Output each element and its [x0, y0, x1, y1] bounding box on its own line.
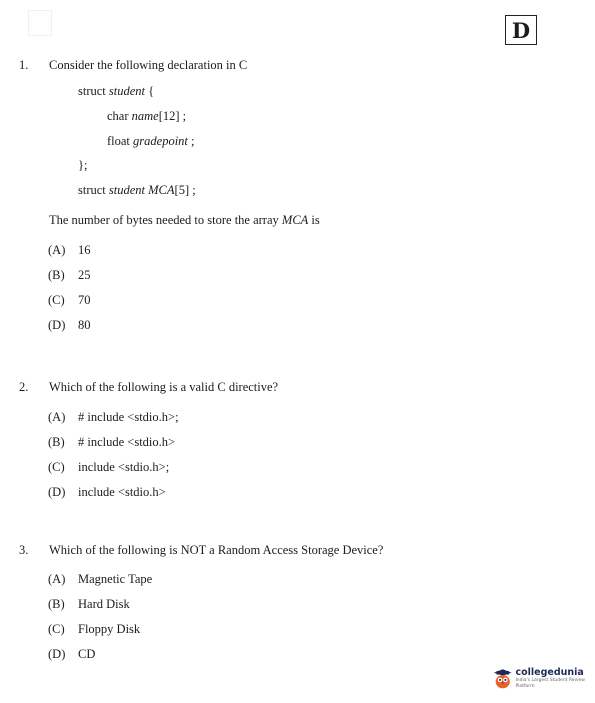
- bleed-through-box: [28, 10, 52, 36]
- option-label: (B): [48, 435, 65, 449]
- option-text: # include <stdio.h>: [78, 435, 176, 449]
- option-text: Magnetic Tape: [78, 572, 153, 586]
- option-label: (C): [48, 293, 65, 307]
- option-label: (C): [48, 460, 65, 474]
- option-text: 16: [78, 243, 91, 257]
- set-code: D: [511, 17, 531, 43]
- brand-name: collegedunia: [515, 667, 584, 678]
- option-label: (D): [48, 647, 66, 661]
- prompt-text: is: [311, 213, 320, 227]
- question-text: Consider the following declaration in C: [49, 58, 248, 72]
- code-keyword: struct: [78, 84, 106, 98]
- option-d[interactable]: [48, 647, 95, 662]
- option-b[interactable]: [48, 268, 91, 283]
- code-suffix: [12] ;: [158, 109, 187, 123]
- option-b[interactable]: [48, 597, 130, 612]
- code-keyword: float: [107, 134, 130, 148]
- option-text: include <stdio.h>;: [78, 460, 170, 474]
- question-text: Which of the following is NOT a Random Access Storage Device?: [49, 543, 384, 557]
- option-label: (D): [48, 318, 66, 332]
- set-code-box: [505, 15, 537, 45]
- code-suffix: ;: [191, 134, 195, 148]
- option-label: (A): [48, 243, 66, 257]
- code-brace: {: [148, 84, 155, 98]
- brand-text: [515, 668, 595, 690]
- prompt-variable: MCA: [281, 213, 309, 227]
- option-d[interactable]: [48, 318, 91, 333]
- question-prompt: [49, 213, 320, 228]
- code-line-1: [78, 84, 154, 99]
- code-identifier: student: [108, 84, 146, 98]
- code-line-5: [78, 183, 196, 198]
- option-c[interactable]: [48, 293, 91, 308]
- option-text: 25: [78, 268, 91, 282]
- option-text: Hard Disk: [78, 597, 130, 611]
- prompt-text: The number of bytes needed to store the array: [49, 213, 279, 227]
- option-label: (D): [48, 485, 66, 499]
- code-array-name: MCA: [148, 183, 175, 197]
- code-identifier: name: [131, 109, 159, 123]
- option-text: Floppy Disk: [78, 622, 141, 636]
- option-label: (B): [48, 268, 65, 282]
- option-text: include <stdio.h>: [78, 485, 166, 499]
- option-text: 70: [78, 293, 91, 307]
- code-line-3: [107, 134, 195, 149]
- option-label: (A): [48, 572, 66, 586]
- code-keyword: char: [107, 109, 129, 123]
- option-b[interactable]: [48, 435, 175, 450]
- code-line-4: };: [78, 158, 88, 172]
- option-a[interactable]: [48, 572, 152, 587]
- code-suffix: [5] ;: [174, 183, 196, 197]
- collegedunia-watermark[interactable]: [493, 668, 595, 690]
- code-identifier: student: [108, 183, 146, 197]
- option-c[interactable]: [48, 622, 140, 637]
- option-label: (A): [48, 410, 66, 424]
- question-text: Which of the following is a valid C directive?: [49, 380, 279, 394]
- option-d[interactable]: [48, 485, 166, 500]
- option-a[interactable]: [48, 243, 91, 258]
- option-c[interactable]: [48, 460, 169, 475]
- option-a[interactable]: [48, 410, 179, 425]
- code-identifier: gradepoint: [133, 134, 188, 148]
- brand-tagline: India's Largest Student Review Platform: [515, 678, 585, 689]
- owl-logo-icon: [493, 668, 512, 690]
- question-number: 3.: [19, 543, 29, 557]
- code-keyword: struct: [78, 183, 106, 197]
- code-line-2: [107, 109, 186, 124]
- option-text: CD: [78, 647, 96, 661]
- question-number: 1.: [19, 58, 29, 72]
- option-label: (B): [48, 597, 65, 611]
- option-text: 80: [78, 318, 91, 332]
- option-text: # include <stdio.h>;: [78, 410, 179, 424]
- question-number: 2.: [19, 380, 29, 394]
- option-label: (C): [48, 622, 65, 636]
